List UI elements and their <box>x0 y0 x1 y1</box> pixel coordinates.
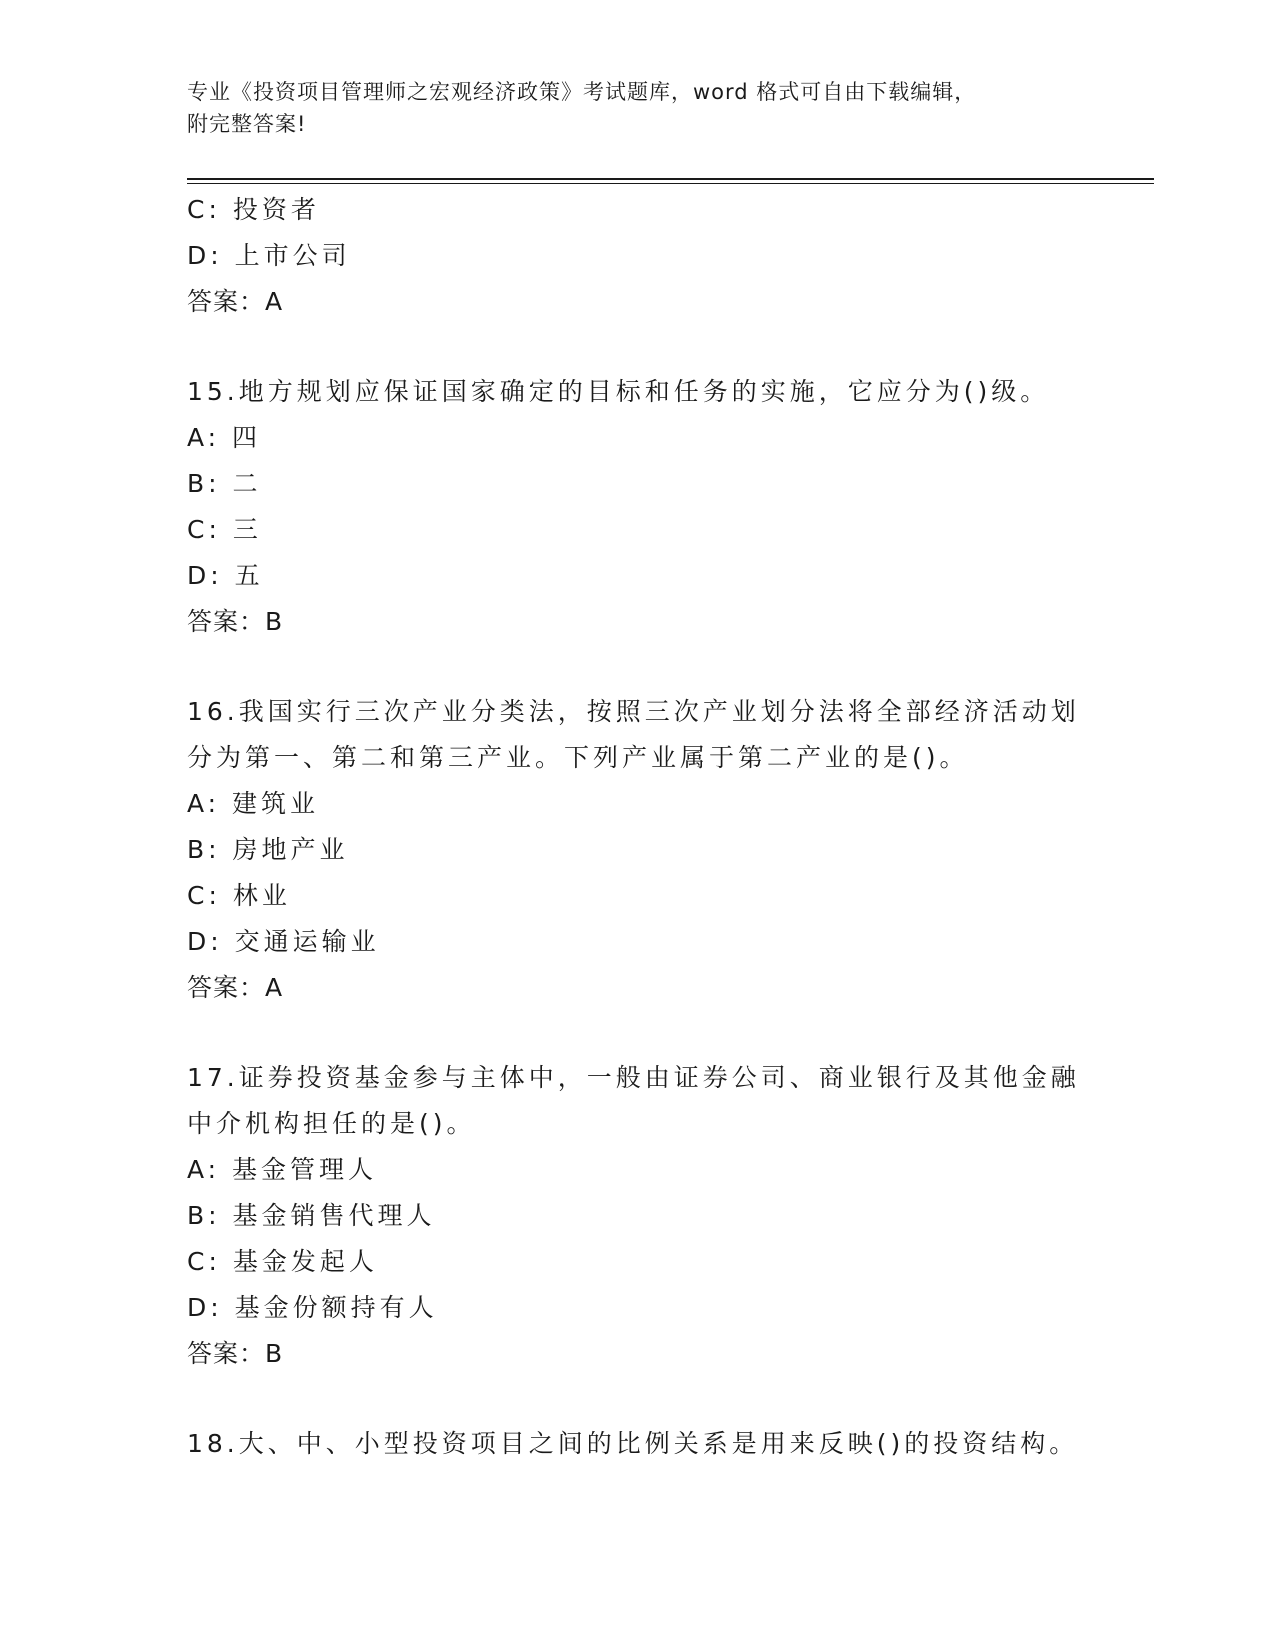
option-b: B: 二 <box>187 469 262 498</box>
option-d: D: 五 <box>187 561 264 590</box>
option-c: C: 林业 <box>187 881 291 910</box>
question-17 <box>187 1055 1087 1377</box>
option-a: A: 四 <box>187 423 262 452</box>
option-c: C: 三 <box>187 515 262 544</box>
option-d: D: 上市公司 <box>187 241 351 270</box>
question-15 <box>187 369 1087 645</box>
question-18 <box>187 1421 1087 1467</box>
answer-line: 答案：A <box>187 287 284 316</box>
question-14-continued <box>187 187 1087 325</box>
question-list <box>187 187 1087 1467</box>
option-b: B: 房地产业 <box>187 835 349 864</box>
option-c: C: 投资者 <box>187 195 320 224</box>
question-text-line-1: 16.我国实行三次产业分类法，按照三次产业划分法将全部经济活动划 <box>187 697 1080 726</box>
header-divider-thin <box>187 183 1154 184</box>
option-c: C: 基金发起人 <box>187 1247 378 1276</box>
header-line-2: 附完整答案! <box>187 112 307 136</box>
option-b: B: 基金销售代理人 <box>187 1201 436 1230</box>
answer-line: 答案：A <box>187 973 284 1002</box>
question-text-line-1: 17.证券投资基金参与主体中，一般由证券公司、商业银行及其他金融 <box>187 1063 1080 1092</box>
header-line-1: 专业《投资项目管理师之宏观经济政策》考试题库，word 格式可自由下载编辑， <box>187 80 977 104</box>
question-text: 18.大、中、小型投资项目之间的比例关系是用来反映()的投资结构。 <box>187 1429 1079 1458</box>
document-header <box>187 76 1067 140</box>
option-a: A: 基金管理人 <box>187 1155 378 1184</box>
answer-line: 答案：B <box>187 607 284 636</box>
option-a: A: 建筑业 <box>187 789 320 818</box>
header-divider-thick <box>187 178 1154 180</box>
question-text-line-2: 中介机构担任的是()。 <box>187 1109 476 1138</box>
answer-line: 答案：B <box>187 1339 284 1368</box>
option-d: D: 交通运输业 <box>187 927 380 956</box>
option-d: D: 基金份额持有人 <box>187 1293 438 1322</box>
question-text-line-2: 分为第一、第二和第三产业。下列产业属于第二产业的是()。 <box>187 743 969 772</box>
question-text: 15.地方规划应保证国家确定的目标和任务的实施，它应分为()级。 <box>187 377 1050 406</box>
question-16 <box>187 689 1087 1011</box>
